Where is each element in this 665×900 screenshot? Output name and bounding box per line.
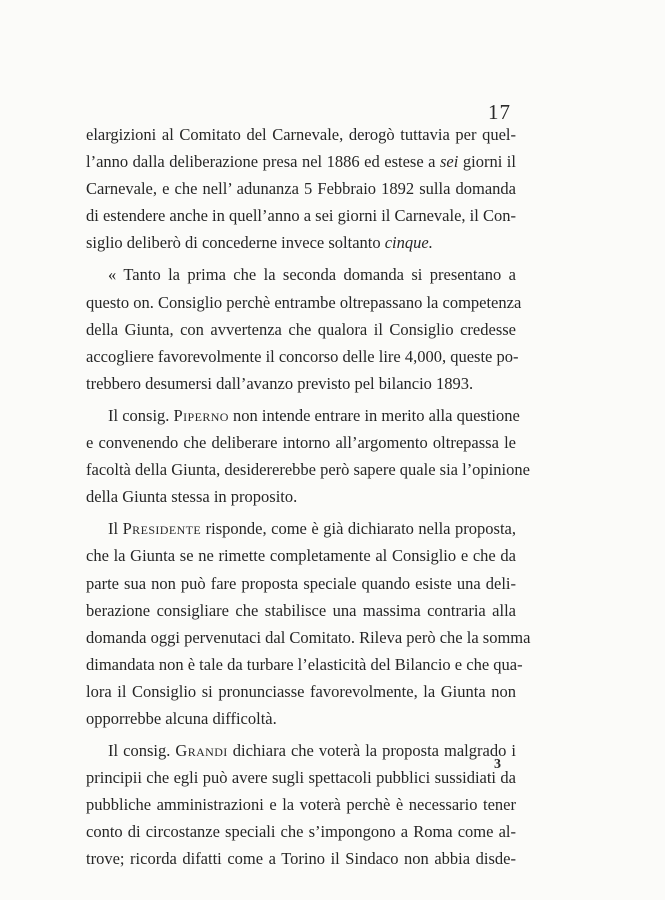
- text-line: trove; ricorda difatti come a Torino il Sindaco non abbia disde-: [86, 849, 516, 869]
- text-run: Il consig.: [108, 405, 174, 425]
- text-line: lora il Consiglio si pronunciasse favorevolmente, la Giunta non: [86, 681, 516, 701]
- text-line: domanda oggi pervenutaci dal Comitato. Rileva però che la somma: [86, 627, 531, 647]
- text-line: facoltà della Giunta, desidererebbe però sapere quale sia l’opinione: [86, 460, 530, 480]
- paragraph-1: [86, 121, 516, 256]
- text-run: dichiara che voterà la proposta malgrado i: [227, 741, 516, 761]
- text-run: siglio deliberò di concederne invece soltanto: [86, 233, 385, 253]
- text-run: non intende entrare in merito alla questione: [228, 405, 520, 425]
- text-run: Il: [108, 519, 123, 539]
- page-number: 17: [488, 100, 511, 124]
- text-run: Il consig.: [108, 741, 176, 761]
- text-line: accogliere favorevolmente il concorso delle lire 4,000, queste po-: [86, 346, 519, 366]
- text-line: opporrebbe alcuna difficoltà.: [86, 708, 277, 728]
- text-line: e convenendo che deliberare intorno all’argomento oltrepassa le: [86, 433, 516, 453]
- text-line: questo on. Consiglio perchè entrambe oltrepassano la competenza: [86, 292, 522, 312]
- text-line: [86, 148, 516, 175]
- italic-word: cinque.: [384, 233, 433, 253]
- text-run: risponde, come è già dichiarato nella proposta,: [201, 519, 516, 539]
- text-line: elargizioni al Comitato del Carnevale, derogò tuttavia per quel-: [86, 125, 516, 144]
- text-line: di estendere anche in quell’anno a sei giorni il Carnevale, il Con-: [86, 206, 516, 226]
- text-line: della Giunta stessa in proposito.: [86, 487, 298, 507]
- text-line: Carnevale, e che nell’ adunanza 5 Febbraio 1892 sulla domanda: [86, 179, 516, 199]
- text-run: giorni il: [458, 152, 516, 172]
- text-line: « Tanto la prima che la seconda domanda si presentano a: [108, 265, 516, 285]
- text-line: pubbliche amministrazioni e la voterà perchè è necessario tener: [86, 795, 516, 815]
- text-line: che la Giunta se ne rimette completamente al Consiglio e che da: [86, 546, 516, 566]
- page-body: [86, 121, 531, 873]
- paragraph-4: [86, 515, 531, 732]
- text-line: conto di circostanze speciali che s’impongono a Roma come al-: [86, 822, 516, 842]
- text-line: della Giunta, con avvertenza che qualora il Consiglio credesse: [86, 319, 516, 339]
- paragraph-5: [86, 737, 516, 872]
- text-line: [86, 515, 516, 542]
- signature-mark: 3: [494, 757, 501, 772]
- speaker-name: Presidente: [122, 519, 202, 539]
- text-run: l’anno dalla deliberazione presa nel 1886 ed estese a: [86, 152, 441, 172]
- text-line: berazione consigliare che stabilisce una massima contraria alla: [86, 600, 516, 620]
- speaker-name: Grandi: [175, 741, 228, 761]
- speaker-name: Piperno: [173, 405, 229, 425]
- text-line: trebbero desumersi dall’avanzo previsto pel bilancio 1893.: [86, 373, 474, 393]
- text-line: principii che egli può avere sugli spettacoli pubblici sussidiati da: [86, 768, 516, 788]
- text-line: [86, 737, 516, 764]
- italic-word: sei: [440, 152, 459, 172]
- text-line: [86, 229, 516, 256]
- text-line: parte sua non può fare proposta speciale quando esiste una deli-: [86, 573, 516, 593]
- text-line: dimandata non è tale da turbare l’elasticità del Bilancio e che qua-: [86, 654, 523, 674]
- paragraph-3: [86, 402, 530, 510]
- text-line: [86, 402, 520, 429]
- paragraph-2: [86, 261, 522, 396]
